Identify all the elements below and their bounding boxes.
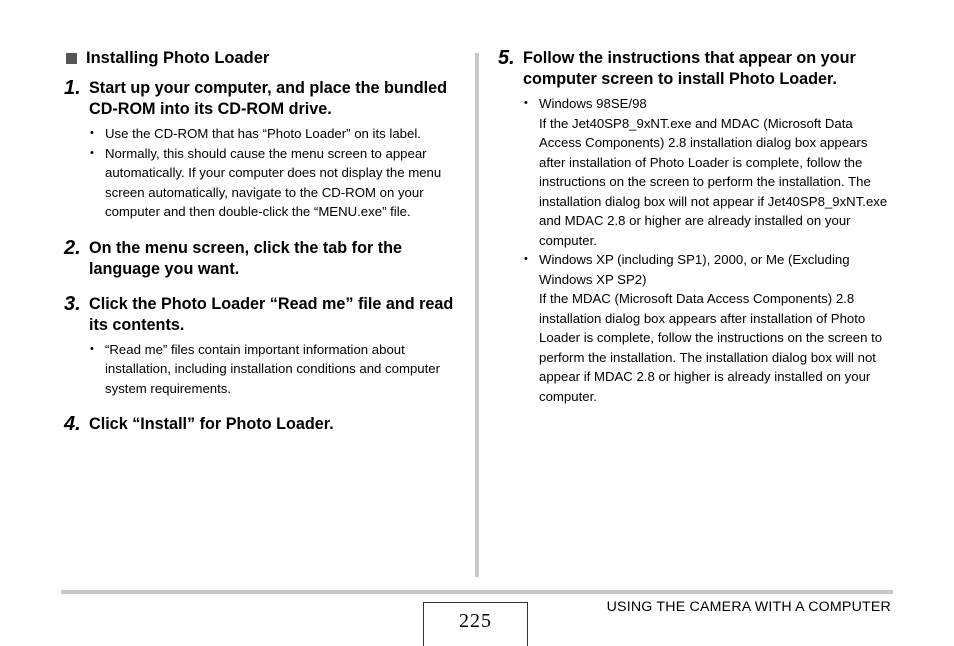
note-item: • “Read me” files contain important information about installation, including installation conditions and computer system requirements.	[89, 340, 462, 399]
step-5	[498, 48, 893, 406]
step-number: 1.	[64, 77, 81, 99]
right-column	[498, 48, 893, 420]
os-detail: If the MDAC (Microsoft Data Access Components) 2.8 installation dialog box appears after installation of Photo Loader is complete, follow the instructions on the screen to perform the installation. The installation dialog box will not appear if MDAC 2.8 or higher is already installed on your computer.	[539, 291, 883, 404]
step-2	[64, 238, 462, 280]
os-notes	[498, 94, 893, 406]
footer-section-label: USING THE CAMERA WITH A COMPUTER	[606, 599, 891, 615]
step-instruction: Start up your computer, and place the bundled CD-ROM into its CD-ROM drive.	[89, 79, 447, 118]
step-instruction: Follow the instructions that appear on your computer screen to install Photo Loader.	[523, 49, 856, 88]
square-bullet-icon	[66, 53, 77, 64]
section-title-text: Installing Photo Loader	[86, 49, 270, 67]
step-instruction: Click the Photo Loader “Read me” file and read its contents.	[89, 294, 454, 334]
step-3-notes	[64, 340, 462, 399]
section-heading	[64, 48, 462, 68]
step-instruction: On the menu screen, click the tab for the language you want.	[89, 238, 403, 278]
page-number: 225	[423, 602, 528, 646]
footer-rule	[61, 590, 893, 594]
step-number: 2.	[64, 236, 81, 259]
os-name: • Windows XP (including SP1), 2000, or Me (Excluding Windows XP SP2)	[539, 252, 850, 287]
step-instruction: Click “Install” for Photo Loader.	[89, 415, 334, 433]
step-number: 4.	[64, 413, 81, 435]
os-note-item	[523, 250, 893, 406]
os-note-item	[523, 94, 893, 250]
step-1	[64, 78, 462, 222]
left-column	[64, 48, 462, 449]
note-item: • Normally, this should cause the menu screen to appear automatically. If your computer does not display the menu screen automatically, navigate to the CD-ROM on your computer and then double-click the “MENU.exe” file.	[89, 144, 462, 222]
step-4	[64, 414, 462, 435]
step-3	[64, 294, 462, 399]
os-name: • Windows 98SE/98	[539, 96, 647, 111]
step-number: 3.	[64, 292, 81, 315]
step-1-notes	[64, 124, 462, 222]
note-item: • Use the CD-ROM that has “Photo Loader” on its label.	[89, 124, 462, 144]
os-detail: If the Jet40SP8_9xNT.exe and MDAC (Microsoft Data Access Components) 2.8 installation dialog box appears after installation of Photo Loader is complete, follow the instructions on the screen to perform the installation. The installation dialog box will not appear if Jet40SP8_9xNT.exe and MDAC 2.8 or higher are already installed on your computer.	[539, 115, 888, 248]
step-number: 5.	[498, 47, 515, 69]
column-divider	[475, 53, 479, 577]
